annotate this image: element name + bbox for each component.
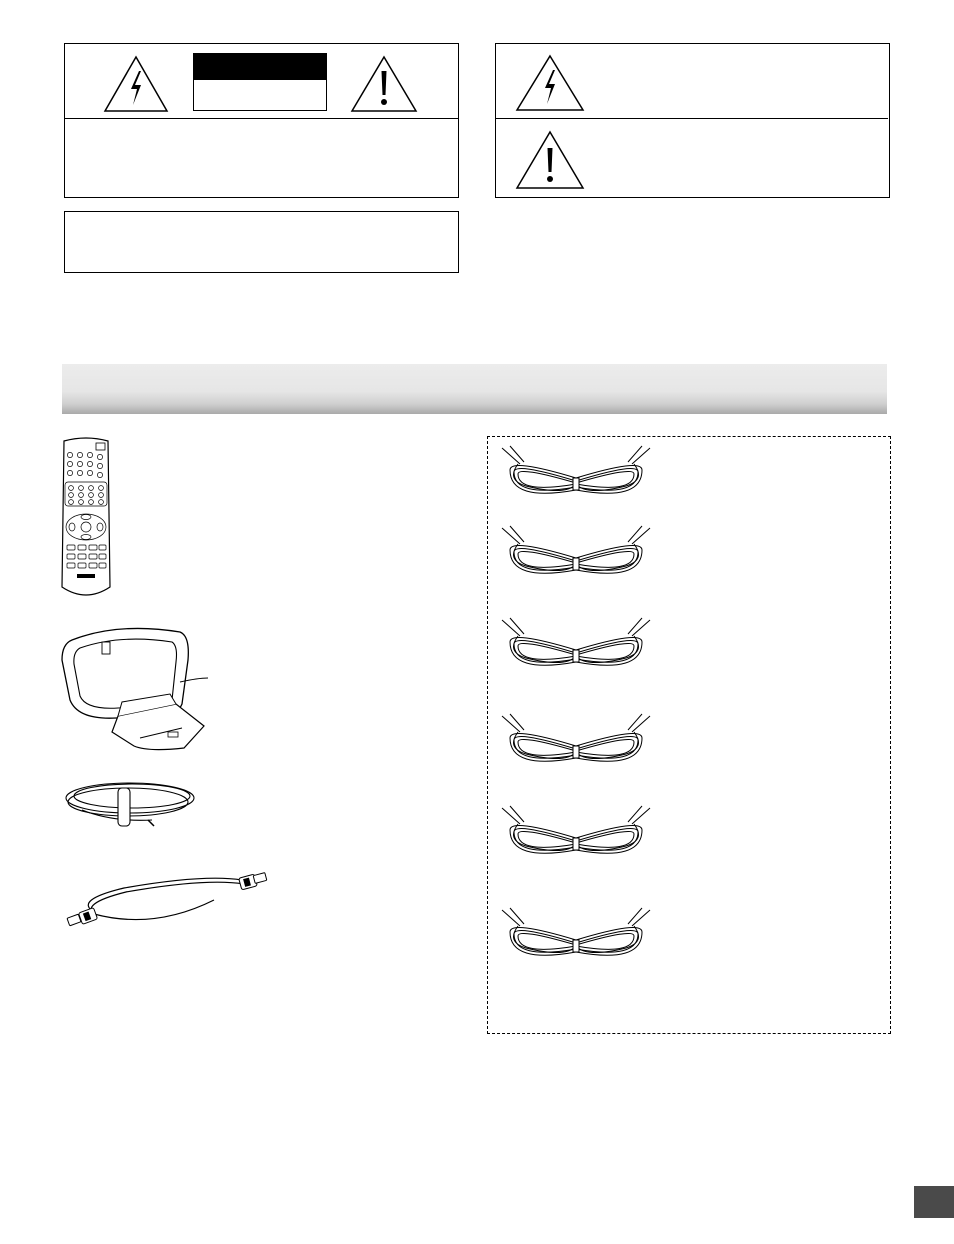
speaker-cable-image [496,904,656,966]
loop-antenna-image [58,620,214,752]
exclamation-triangle-icon [515,130,585,190]
notice-box [64,211,459,273]
page-tab [914,1186,954,1218]
caution-label-bar [194,54,326,80]
remote-control-image [58,437,114,601]
speaker-cable-image [496,710,656,772]
video-cable-image [64,870,274,934]
speaker-cable-image [496,442,656,504]
symbols-box-divider [495,118,888,119]
caution-label [193,53,327,111]
fm-antenna-wire-image [62,776,202,830]
caution-box-divider [64,118,459,119]
exclamation-triangle-icon [350,55,418,113]
speaker-cable-image [496,614,656,676]
lightning-bolt-triangle-icon [103,55,169,113]
speaker-cable-image [496,802,656,864]
lightning-bolt-triangle-icon [515,54,585,112]
accessories-banner [62,364,887,414]
speaker-cable-image [496,522,656,584]
